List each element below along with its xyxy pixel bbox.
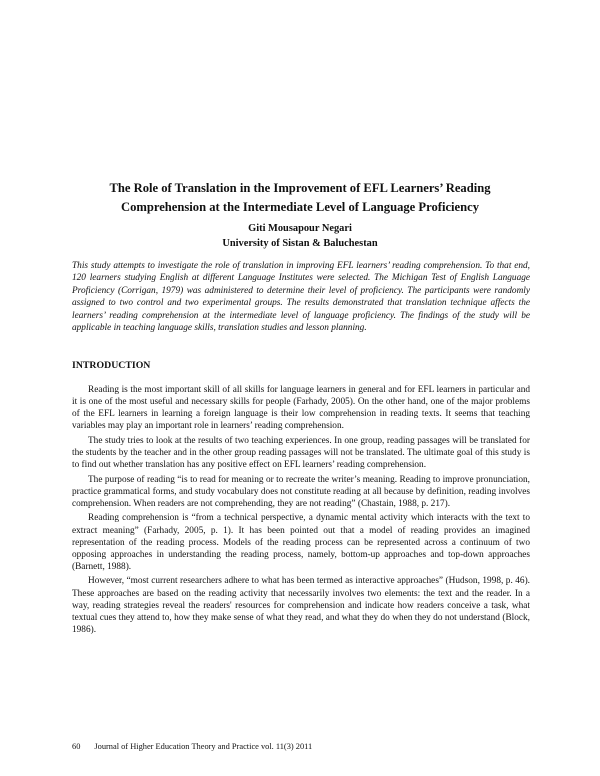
paragraph: The study tries to look at the results of two teaching experiences. In one group, reading passages will be translated for the students by the teacher and in the other group reading passages will not be translated. The ultimate goal of this study is to find out whether translation has any positive effect on EFL learners’ reading comprehension. xyxy=(72,435,530,471)
paragraph: Reading comprehension is “from a technical perspective, a dynamic mental activity which interacts with the text to extract meaning” (Farhady, 2005, p. 1). It has been pointed out that a model of reading provides an imagined representation of the reading process. Models of the reading process can be represented across a continuum of two opposing approaches in understanding the reading process, namely, bottom-up approaches and top-down approaches (Barnett, 1988). xyxy=(72,513,530,572)
author-affiliation: University of Sistan & Baluchestan xyxy=(222,238,378,249)
page-number: 60 xyxy=(72,742,81,751)
title-line-2: Comprehension at the Intermediate Level of Language Proficiency xyxy=(120,200,480,214)
abstract: This study attempts to investigate the role of translation in improving EFL learners’ reading comprehension. To that end, 120 learners studying English at different Language Institutes were selected. The Michigan Test of English Language Proficiency (Corrigan, 1979) was administered to determine their level of proficiency. The participants were randomly assigned to two control and two experimental groups. The results demonstrated that translation technique affects the learners’ reading comprehension at the intermediate level of language proficiency. The findings of the study will be applicable in teaching language skills, translation studies and lesson planning. xyxy=(72,261,530,334)
paragraph: The purpose of reading “is to read for meaning or to recreate the writer’s meaning. Reading to improve pronunciation, practice grammatical forms, and study vocabulary does not constitute reading at all because by definition, reading involves comprehension. When readers are not comprehending, they are not reading” (Chastain, 1988, p. 217). xyxy=(72,474,530,509)
paper-title xyxy=(60,179,540,217)
body-text xyxy=(72,384,530,638)
section-heading: INTRODUCTION xyxy=(72,360,151,371)
page-footer xyxy=(72,742,312,751)
journal-citation: Journal of Higher Education Theory and Practice vol. 11(3) 2011 xyxy=(94,742,313,751)
paragraph: However, “most current researchers adhere to what has been termed as interactive approaches” (Hudson, 1998, p. 46). These approaches are based on the reading activity that necessarily involves two elements: the text and the reader. In a way, reading strategies reveal the readers' resources for comprehension and indicate how readers conceive a task, what textual cues they attend to, how they make sense of what they read, and what they do when they do not understand (Block, 1986). xyxy=(72,576,530,635)
author-block xyxy=(60,221,540,251)
title-line-1: The Role of Translation in the Improvement of EFL Learners’ Reading xyxy=(109,181,491,195)
author-name: Giti Mousapour Negari xyxy=(248,223,352,234)
paragraph: Reading is the most important skill of all skills for language learners in general and for EFL learners in particular and it is one of the most useful and necessary skills for people (Farhady, 2005). On the other hand, one of the major problems of the EFL learners in learning a foreign language is their low comprehension in reading texts. It seems that teaching variables may play an important role in learners’ reading comprehension. xyxy=(72,385,530,432)
